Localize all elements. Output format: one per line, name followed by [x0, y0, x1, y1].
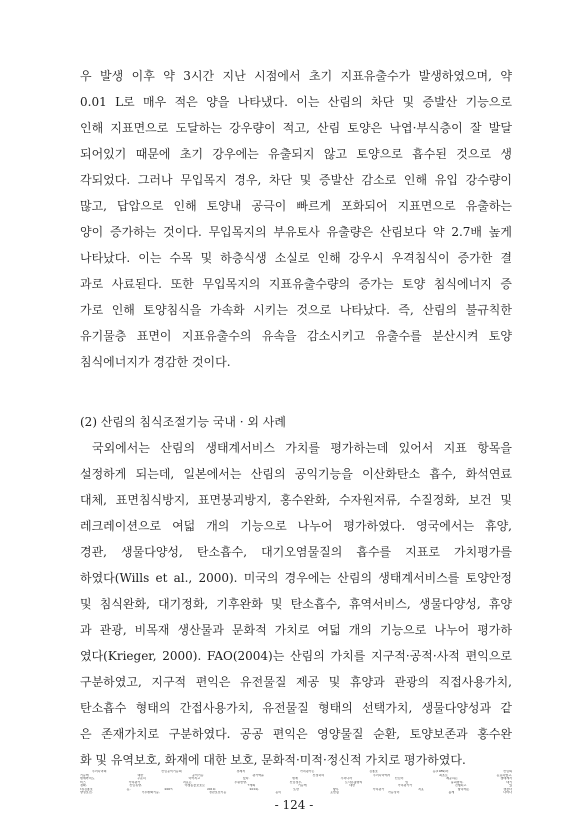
paragraph-line: 인해 지표면으로 도달하는 강우량이 적고, 산림 토양은 낙엽·부식층이 잘 발달: [80, 121, 512, 135]
paragraph-line: 과로 사료된다. 또한 무입목지의 지표유출수량의 증가는 토양 침식에너지 증: [80, 277, 512, 291]
paragraph-line: 구분하였고, 지구적 편익은 유전물질 제공 및 휴양과 관광의 직접사용가치,: [80, 675, 512, 689]
paragraph-line: 현재까지도 꾸준히 이어지고 있다. 현재 우리나라 산림이 제공하는 생태계서: [80, 777, 512, 780]
paragraph-line: 은 존재가치로 구분하였다. 공공 편익은 영양물질 순환, 토양보존과 홍수완: [80, 727, 512, 741]
paragraph-line: 경관, 생물다양성, 탄소흡수, 대기오염물질의 흡수를 지표로 가치평가를: [80, 545, 512, 559]
paragraph-line: 우리나라의 산림공익기능의 경제적 가치평가는 김종호 등(1989)이 산림의: [92, 770, 512, 773]
paragraph-line: 나타났다. 이는 수목 및 하층식생 소실로 인해 강우시 우격침식이 증가한 결: [80, 251, 512, 265]
paragraph-line: 유기물층 표면이 지표유출수의 유속을 감소시키고 유출수를 분산시켜 토양: [80, 329, 512, 343]
page-number: - 124 -: [274, 798, 314, 812]
paragraph-line: 0.01 L로 매우 적은 양을 나타냈다. 이는 산림의 차단 및 증발산 기능으로: [80, 95, 512, 109]
paragraph-line: 였다(Krieger, 2000). FAO(2004)는 산림의 가치를 지구적·공적·사적 편익으로: [80, 649, 512, 663]
paragraph-line: 대체, 표면침식방지, 표면붕괴방지, 홍수완화, 수자원저류, 수질정화, 보건 및: [80, 493, 512, 507]
paragraph-line: 각되었다. 그러나 무입목지 경우, 차단 및 증발산 감소로 인해 유입 강수량이: [80, 173, 512, 187]
paragraph-line: 탄소흡수 형태의 간접사용가치, 유전물질 형태의 선택가치, 생물다양성과 같: [80, 701, 512, 715]
paragraph-line: 정화, 산림휴양, 야생동물보호로 7개의 기능에 대한 가치평가가 진행되고 있: [80, 784, 512, 787]
paragraph-line: 양이 증가하는 것이다. 무입목지의 부유토사 유출량은 산림보다 약 2.7배 높게: [80, 225, 512, 239]
paragraph-line: 많고, 답압으로 인해 토양내 공극이 빠르게 포화되어 지표면으로 유출하는: [80, 199, 512, 213]
paragraph-line: 가로 인해 토양침식을 가속화 시키는 것으로 나타났다. 즉, 산림의 불규칙한: [80, 303, 512, 317]
paragraph-line: 및 침식완화, 대기정화, 기후완화 및 탄소흡수, 휴역서비스, 생물다양성, 휴양: [80, 597, 512, 611]
paragraph-line: 침식에너지가 경감한 것이다.: [80, 355, 231, 369]
paragraph-line: 화 및 유역보호, 화재에 대한 보호, 문화적·미적·정신적 가치로 평가하였다.: [80, 753, 466, 767]
paragraph-line: 우 발생 이후 약 3시간 지난 시점에서 초기 지표유출수가 발생하였으며, 약: [80, 69, 512, 83]
paragraph-line: 기능에 대한 공익기능 평가액을 산정하여 우리나라에서 최초로 공표하였고,: [80, 773, 512, 777]
paragraph-line: 다(김종호 등, 2007; 2010; 2012). 또한 향후 가치평가 지표 항목에는 생물다: [80, 787, 512, 791]
paragraph-line: 레크레이션으로 여덟 개의 기능으로 나누어 평가하였다. 영국에서는 휴양,: [80, 519, 512, 533]
paragraph-line: 설정하게 되는데, 일본에서는 산림의 공익기능을 이산화탄소 흡수, 화석연료: [80, 467, 512, 481]
section-heading: (2) 산림의 침식조절기능 국내 · 외 사례: [80, 415, 286, 429]
paragraph-line: 양성보전, 기후완화기능, 경관보전기능 등이 포함될 가능성이 높게 나타나: [80, 791, 512, 794]
paragraph-line: 비스 가치평가 지표는 수원함양, 산림정수, 토사유출방지 및 붕괴방지, 대기: [80, 780, 512, 784]
paragraph-line: 하였다(Wills et al., 2000). 미국의 경우에는 산림의 생태계서비스를 토양안정: [80, 571, 512, 585]
paragraph-line: 과 관광, 비목재 생산물과 문화적 가치로 여덟 개의 기능으로 나누어 평가하: [80, 623, 512, 637]
paragraph-line: 국외에서는 산림의 생태계서비스 가치를 평가하는데 있어서 지표 항목을: [92, 441, 512, 455]
paragraph-line: 되어있기 때문에 초기 강우에는 유출되지 않고 토양으로 흡수된 것으로 생: [80, 147, 512, 161]
